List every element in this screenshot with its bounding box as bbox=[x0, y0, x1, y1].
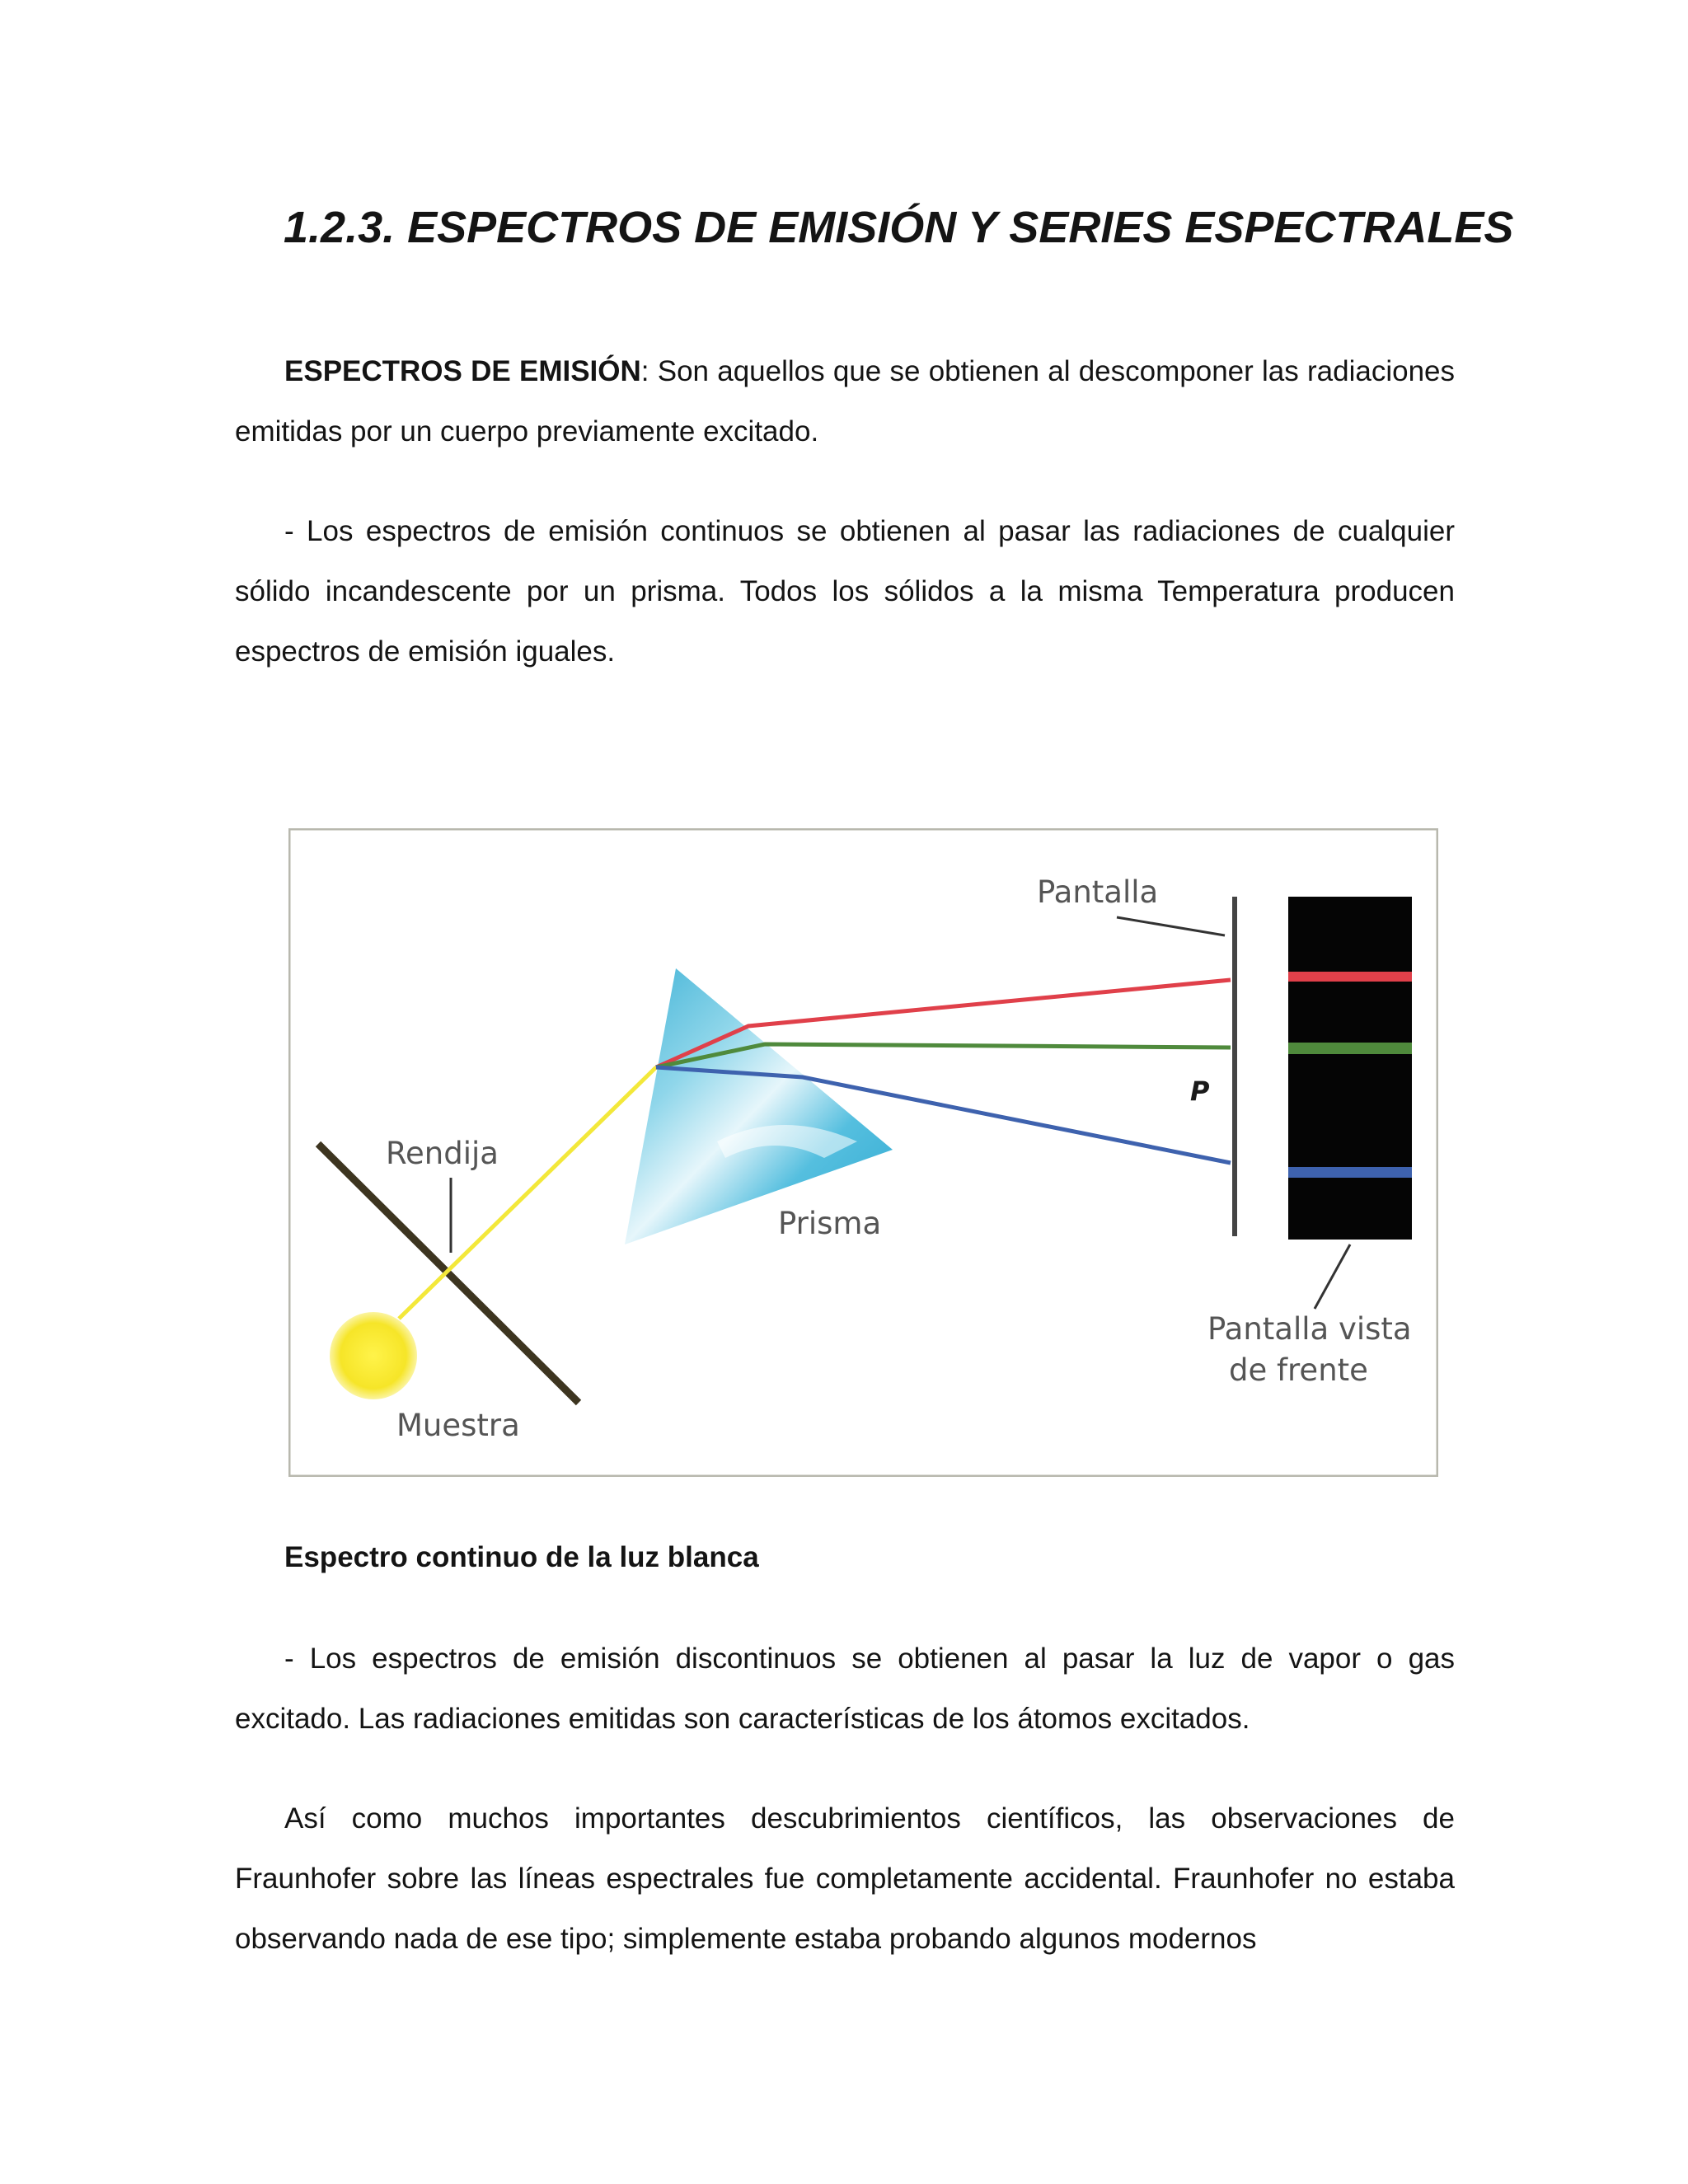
red-spectral-line bbox=[1288, 972, 1412, 982]
figure-caption: Espectro continuo de la luz blanca bbox=[284, 1541, 759, 1573]
label-prisma: Prisma bbox=[778, 1206, 882, 1241]
continuous-paragraph: - Los espectros de emisión continuos se obtienen al pasar las radiaciones de cualquier sólido incandescente por un prisma. Todos los sólidos a la misma Temperatura producen espectros de emisión iguales. bbox=[235, 515, 1455, 668]
fraunhofer-paragraph: Así como muchos importantes descubrimientos científicos, las observaciones de Fraunhofer sobre las líneas espectrales fue completamente accidental. Fraunhofer no estaba observando nada de ese tipo; simplemente estaba probando algunos modernos bbox=[235, 1802, 1455, 1955]
label-muestra: Muestra bbox=[396, 1408, 520, 1443]
blue-spectral-line bbox=[1288, 1167, 1412, 1178]
label-rendija: Rendija bbox=[386, 1136, 499, 1171]
label-pantalla-vista-2: de frente bbox=[1229, 1352, 1368, 1388]
intro-text: : Son aquellos que se obtienen al descomponer las radiaciones emitidas por un cuerpo previamente excitado. bbox=[235, 355, 1455, 448]
label-pantalla-vista-1: Pantalla vista bbox=[1207, 1311, 1412, 1347]
label-pantalla: Pantalla bbox=[1037, 874, 1159, 910]
green-spectral-line bbox=[1288, 1043, 1412, 1054]
sample-light-source bbox=[330, 1312, 417, 1399]
page-title: 1.2.3. ESPECTROS DE EMISIÓN Y SERIES ESPECTRALES bbox=[284, 203, 1514, 252]
figure-diagram bbox=[288, 828, 1438, 1477]
discontinuous-paragraph: - Los espectros de emisión discontinuos se obtienen al pasar la luz de vapor o gas excitado. Las radiaciones emitidas son características de los átomos excitados. bbox=[235, 1643, 1455, 1735]
emission-spectrum-figure bbox=[288, 828, 1438, 1477]
intro-term: ESPECTROS DE EMISIÓN bbox=[284, 355, 641, 387]
screen-front-panel bbox=[1288, 897, 1412, 1240]
intro-paragraph bbox=[235, 341, 1455, 462]
label-p: P bbox=[1190, 1076, 1210, 1107]
